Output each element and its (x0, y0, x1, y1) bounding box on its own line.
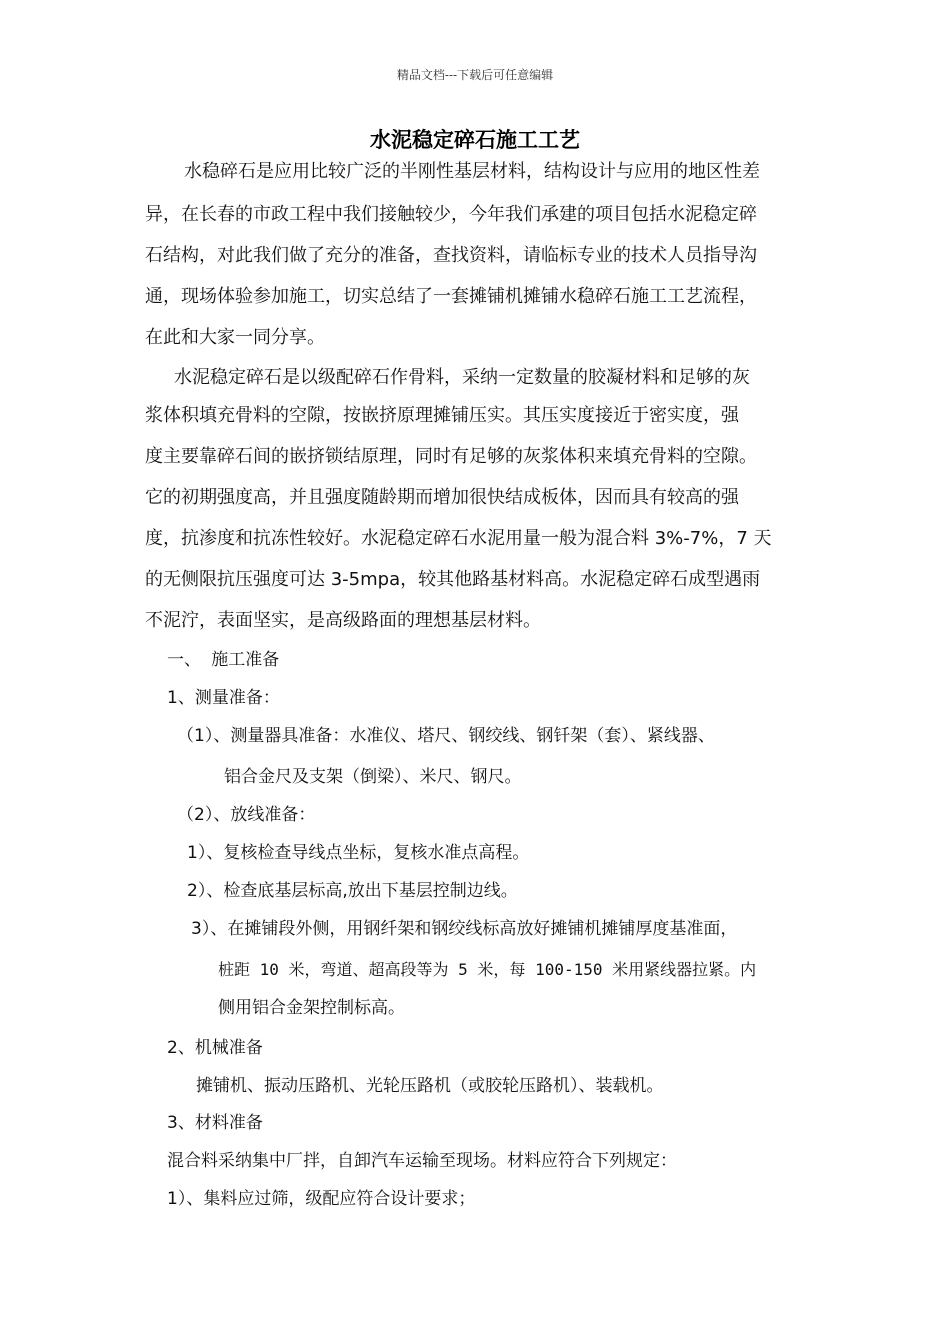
layout-step-2: 2）、检查底基层标高,放出下基层控制边线。 (187, 881, 518, 901)
subsection-survey: 1、测量准备： (167, 688, 280, 708)
section-heading-preparation: 一、 施工准备 (167, 650, 280, 670)
survey-tools-line-2: 铝合金尺及支架（倒梁）、米尺、钢尺。 (224, 767, 522, 787)
intro-line-2: 异，在长春的市政工程中我们接触较少，今年我们承建的项目包括水泥稳定碎 (145, 204, 757, 225)
subsection-material: 3、材料准备 (167, 1113, 263, 1133)
layout-step-3-line-2: 桩距 10 米，弯道、超高段等为 5 米，每 100-150 米用紧线器拉紧。内 (218, 960, 757, 979)
overview-line-3: 度主要靠碎石间的嵌挤锁结原理，同时有足够的灰浆体积来填充骨料的空隙。 (145, 446, 757, 467)
intro-line-1: 水稳碎石是应用比较广泛的半刚性基层材料，结构设计与应用的地区性差 (184, 161, 760, 182)
overview-line-6: 的无侧限抗压强度可达 3-5mpa，较其他路基材料高。水泥稳定碎石成型遇雨 (145, 569, 761, 590)
material-description: 混合料采纳集中厂拌，自卸汽车运输至现场。材料应符合下列规定： (167, 1151, 677, 1171)
overview-line-7: 不泥泞，表面坚实，是高级路面的理想基层材料。 (145, 610, 541, 631)
document-title: 水泥稳定碎石施工工艺 (370, 127, 580, 152)
overview-line-5: 度，抗渗度和抗冻性较好。水泥稳定碎石水泥用量一般为混合料 3%-7%，7 天 (145, 528, 772, 549)
intro-line-5: 在此和大家一同分享。 (145, 327, 325, 348)
overview-line-4: 它的初期强度高，并且强度随龄期而增加很快结成板体，因而具有较高的强 (145, 487, 739, 508)
layout-step-3-line-1: 3）、在摊铺段外侧，用钢纤架和钢绞线标高放好摊铺机摊铺厚度基准面， (191, 919, 738, 939)
overview-line-1: 水泥稳定碎石是以级配碎石作骨料，采纳一定数量的胶凝材料和足够的灰 (174, 367, 750, 388)
page-header: 精品文档---下载后可任意编辑 (396, 68, 554, 82)
overview-line-2: 浆体积填充骨料的空隙，按嵌挤原理摊铺压实。其压实度接近于密实度，强 (145, 405, 739, 426)
intro-line-3: 石结构，对此我们做了充分的准备，查找资料，请临标专业的技术人员指导沟 (145, 245, 757, 266)
layout-step-3-line-3: 侧用铝合金架控制标高。 (218, 998, 405, 1018)
survey-tools-line-1: （1）、测量器具准备：水准仪、塔尺、钢绞线、钢钎架（套）、紧线器、 (177, 726, 715, 746)
material-rule-1: 1）、集料应过筛，级配应符合设计要求； (167, 1189, 476, 1209)
intro-line-4: 通，现场体验参加施工，切实总结了一套摊铺机摊铺水稳碎石施工工艺流程， (145, 286, 757, 307)
layout-step-1: 1）、复核检查导线点坐标，复核水准点高程。 (187, 843, 530, 863)
layout-prep-heading: （2）、放线准备： (177, 805, 316, 825)
subsection-machinery: 2、机械准备 (167, 1038, 263, 1058)
machinery-list: 摊铺机、振动压路机、光轮压路机（或胶轮压路机）、装载机。 (196, 1076, 664, 1096)
